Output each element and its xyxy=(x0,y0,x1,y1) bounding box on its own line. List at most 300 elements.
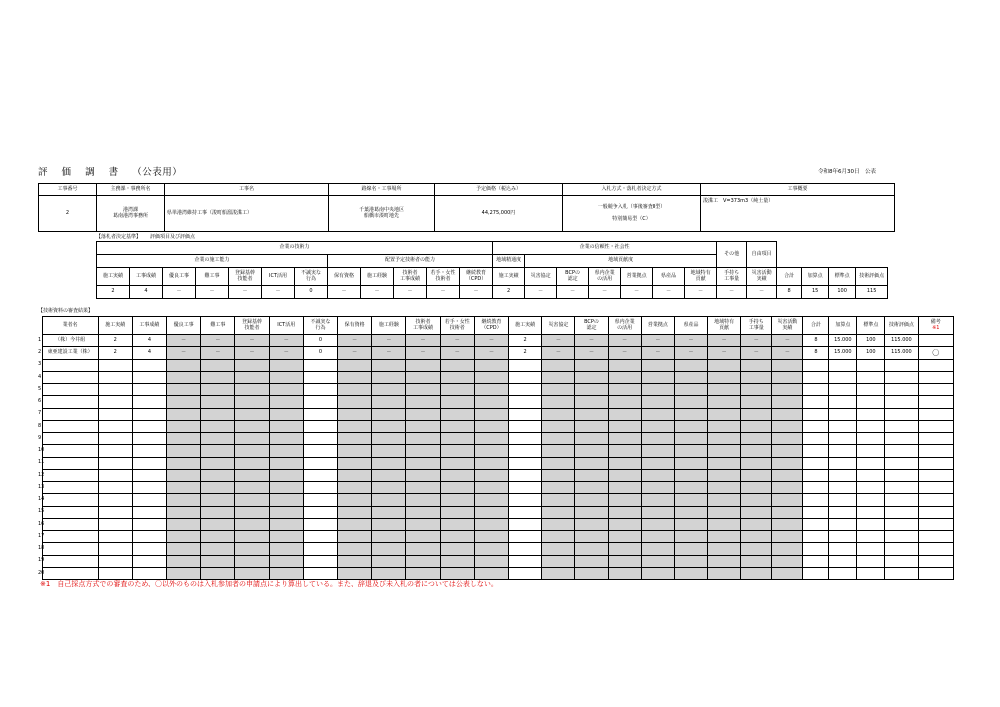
result-value xyxy=(509,359,542,371)
std-value: 15 xyxy=(802,286,829,299)
result-value xyxy=(167,506,201,518)
result-value xyxy=(772,420,803,432)
result-value: 15.000 xyxy=(829,335,857,347)
result-value xyxy=(542,567,575,579)
bidder-name xyxy=(42,371,98,383)
result-value xyxy=(772,457,803,469)
result-value xyxy=(338,482,372,494)
result-value xyxy=(772,396,803,408)
std-column-header: 施工実績 xyxy=(493,268,525,286)
remark-cell: 〇 xyxy=(918,347,954,359)
result-value xyxy=(674,408,707,420)
result-column-header: BCPの 認定 xyxy=(575,317,608,335)
result-value xyxy=(509,543,542,555)
result-column-header: 加算点 xyxy=(829,317,857,335)
result-value xyxy=(509,506,542,518)
result-value xyxy=(608,396,641,408)
result-value: － xyxy=(674,347,707,359)
result-value xyxy=(509,531,542,543)
result-value xyxy=(575,371,608,383)
result-column-header: 合計 xyxy=(803,317,829,335)
result-value xyxy=(303,543,337,555)
result-value xyxy=(167,384,201,396)
std-column-header: ICT活用 xyxy=(262,268,295,286)
result-value: － xyxy=(608,347,641,359)
result-value xyxy=(372,371,406,383)
result-value xyxy=(474,396,508,408)
result-value xyxy=(440,482,474,494)
result-value: 0 xyxy=(303,347,337,359)
sub-construction: 企業の施工能力 xyxy=(97,255,328,268)
work-summary: 浚渫工 V=373m3（純土量） xyxy=(701,196,895,232)
result-value xyxy=(641,567,674,579)
remark-cell xyxy=(918,506,954,518)
result-value xyxy=(509,408,542,420)
other-header: その他 xyxy=(717,242,747,268)
result-value xyxy=(674,482,707,494)
result-value xyxy=(641,506,674,518)
result-value xyxy=(741,396,772,408)
title-char: 調 xyxy=(85,167,96,178)
table-row xyxy=(38,347,954,359)
document-title xyxy=(38,164,182,178)
result-value xyxy=(674,469,707,481)
row-number: 10 xyxy=(38,447,45,453)
bidder-name xyxy=(42,531,98,543)
result-value: 100 xyxy=(857,347,885,359)
header-work-name: 工事名 xyxy=(165,184,329,196)
result-value xyxy=(440,384,474,396)
publication-date: 令和8年6月30日 公表 xyxy=(818,169,876,175)
row-number: 16 xyxy=(38,520,45,527)
result-value xyxy=(132,445,166,457)
result-value xyxy=(303,555,337,567)
result-value xyxy=(269,408,303,420)
result-value xyxy=(885,396,918,408)
project-info-table xyxy=(38,183,895,232)
std-column-header: 不誠実な 行為 xyxy=(295,268,328,286)
result-value: 100 xyxy=(857,335,885,347)
result-value xyxy=(338,457,372,469)
result-value xyxy=(440,408,474,420)
result-value xyxy=(201,408,235,420)
remark-cell xyxy=(918,518,954,530)
std-value: － xyxy=(747,286,777,299)
result-value xyxy=(857,408,885,420)
result-value xyxy=(338,408,372,420)
result-value xyxy=(509,567,542,579)
result-value xyxy=(708,506,741,518)
result-value xyxy=(509,457,542,469)
result-value xyxy=(641,384,674,396)
result-value xyxy=(803,420,829,432)
result-value xyxy=(269,469,303,481)
result-value xyxy=(803,482,829,494)
header-summary: 工事概要 xyxy=(701,184,895,196)
table-row xyxy=(38,543,954,555)
result-value xyxy=(338,555,372,567)
result-value: － xyxy=(474,335,508,347)
bidder-name xyxy=(42,457,98,469)
result-column-header: 技術評価点 xyxy=(885,317,918,335)
result-value xyxy=(201,384,235,396)
result-value: 115.000 xyxy=(885,335,918,347)
result-value xyxy=(542,359,575,371)
result-value xyxy=(201,543,235,555)
result-value xyxy=(167,408,201,420)
std-column-header: 災害活動 実績 xyxy=(747,268,777,286)
result-column-header: 営業拠点 xyxy=(641,317,674,335)
result-value xyxy=(474,420,508,432)
result-value xyxy=(741,445,772,457)
standards-table xyxy=(96,241,888,299)
result-value xyxy=(406,371,440,383)
result-value xyxy=(608,445,641,457)
bidder-name xyxy=(42,469,98,481)
result-value xyxy=(708,494,741,506)
result-value xyxy=(167,457,201,469)
std-column-header: 災害協定 xyxy=(525,268,557,286)
result-value xyxy=(708,518,741,530)
result-value xyxy=(440,555,474,567)
result-value xyxy=(708,420,741,432)
std-value: 8 xyxy=(777,286,802,299)
std-value: － xyxy=(589,286,621,299)
header-bid-method: 入札方式・落札者決定方式 xyxy=(563,184,701,196)
result-column-header: 不誠実な 行為 xyxy=(303,317,337,335)
result-value xyxy=(440,494,474,506)
result-value xyxy=(338,567,372,579)
result-value xyxy=(98,567,132,579)
remark-cell xyxy=(918,408,954,420)
result-value xyxy=(641,555,674,567)
result-value xyxy=(474,567,508,579)
result-value xyxy=(772,555,803,567)
remark-cell xyxy=(918,420,954,432)
std-column-header: 工事成績 xyxy=(130,268,163,286)
result-value xyxy=(885,506,918,518)
office-line2: 葛南港湾事務所 xyxy=(112,212,148,219)
result-value xyxy=(803,359,829,371)
result-value xyxy=(608,371,641,383)
result-column-header: 災害活動 実績 xyxy=(772,317,803,335)
result-value xyxy=(406,531,440,543)
std-column-header: 標準点 xyxy=(829,268,856,286)
result-value xyxy=(303,482,337,494)
bid-line1: 一般競争入札（事後審査Ⅱ型） xyxy=(597,203,666,210)
result-value xyxy=(674,445,707,457)
row-number: 7 xyxy=(38,410,42,417)
result-value xyxy=(857,531,885,543)
result-value xyxy=(201,518,235,530)
table-row xyxy=(38,335,954,347)
result-value xyxy=(440,518,474,530)
result-value xyxy=(440,396,474,408)
result-value: － xyxy=(406,347,440,359)
result-value xyxy=(167,420,201,432)
result-column-header: ICT活用 xyxy=(269,317,303,335)
result-value xyxy=(372,384,406,396)
result-value xyxy=(542,555,575,567)
result-value xyxy=(608,506,641,518)
result-value: － xyxy=(575,335,608,347)
remark-cell xyxy=(918,555,954,567)
result-value: － xyxy=(269,335,303,347)
result-column-header: 地域特有 貢献 xyxy=(708,317,741,335)
result-value xyxy=(803,371,829,383)
result-value xyxy=(608,482,641,494)
result-value xyxy=(269,371,303,383)
result-column-header: 若手・女性 技術者 xyxy=(440,317,474,335)
result-value xyxy=(338,543,372,555)
result-value xyxy=(474,555,508,567)
result-value xyxy=(708,445,741,457)
result-value xyxy=(132,543,166,555)
bidder-name xyxy=(42,420,98,432)
std-column-header: 地域特有 貢献 xyxy=(685,268,717,286)
result-value xyxy=(98,469,132,481)
result-value xyxy=(303,384,337,396)
result-value xyxy=(803,457,829,469)
result-value xyxy=(98,359,132,371)
result-value xyxy=(829,396,857,408)
std-column-header: 県産品 xyxy=(653,268,685,286)
result-value xyxy=(741,371,772,383)
result-value xyxy=(542,543,575,555)
result-value xyxy=(885,433,918,445)
std-value: 0 xyxy=(295,286,328,299)
std-value: － xyxy=(460,286,493,299)
group-trust: 企業の信頼性・社会性 xyxy=(493,242,717,255)
planned-price: 44,275,000円 xyxy=(435,196,563,232)
result-value xyxy=(575,482,608,494)
result-value xyxy=(829,543,857,555)
result-value xyxy=(829,420,857,432)
result-value xyxy=(167,371,201,383)
result-value xyxy=(167,494,201,506)
result-value xyxy=(803,396,829,408)
result-value xyxy=(542,433,575,445)
row-number: 18 xyxy=(38,545,45,551)
items-label: 評価項目及び評価点 xyxy=(150,234,196,240)
result-value xyxy=(303,506,337,518)
result-value xyxy=(608,384,641,396)
std-value: 100 xyxy=(829,286,856,299)
row-number: 11 xyxy=(38,459,45,466)
result-value xyxy=(235,567,269,579)
result-value xyxy=(674,396,707,408)
result-value xyxy=(372,543,406,555)
result-value xyxy=(641,531,674,543)
result-value xyxy=(201,506,235,518)
result-value xyxy=(372,408,406,420)
result-value xyxy=(406,420,440,432)
table-row xyxy=(38,469,954,481)
result-value xyxy=(885,469,918,481)
result-value xyxy=(708,543,741,555)
result-value xyxy=(741,518,772,530)
result-value: － xyxy=(269,347,303,359)
result-value: － xyxy=(406,335,440,347)
result-value xyxy=(708,531,741,543)
result-value: 2 xyxy=(98,335,132,347)
result-value xyxy=(372,531,406,543)
project-number: 2 xyxy=(39,196,97,232)
result-value xyxy=(98,433,132,445)
std-column-header: 施工経験 xyxy=(361,268,394,286)
result-value xyxy=(542,482,575,494)
row-number: 3 xyxy=(38,361,42,368)
table-row xyxy=(38,371,954,383)
result-value xyxy=(575,555,608,567)
row-number: 17 xyxy=(38,532,45,539)
route-line1: 千葉港葛南中央地区 xyxy=(358,206,404,213)
result-column-header: 工事成績 xyxy=(132,317,166,335)
std-value: － xyxy=(525,286,557,299)
result-value xyxy=(235,420,269,432)
result-value xyxy=(167,433,201,445)
result-value xyxy=(608,433,641,445)
result-value xyxy=(235,482,269,494)
result-value xyxy=(474,543,508,555)
result-value xyxy=(803,518,829,530)
title-char: 価 xyxy=(61,167,72,178)
result-value: － xyxy=(575,347,608,359)
result-value xyxy=(132,494,166,506)
result-value xyxy=(641,494,674,506)
result-value xyxy=(303,396,337,408)
result-value xyxy=(829,371,857,383)
result-value xyxy=(885,555,918,567)
result-column-header: 施工経験 xyxy=(372,317,406,335)
result-value xyxy=(269,445,303,457)
result-value xyxy=(406,482,440,494)
row-number: 14 xyxy=(38,496,45,502)
result-value xyxy=(235,433,269,445)
result-value xyxy=(857,384,885,396)
std-value: － xyxy=(717,286,747,299)
result-value xyxy=(857,567,885,579)
table-row xyxy=(38,567,954,579)
header-project-number: 工事番号 xyxy=(39,184,97,196)
result-column-header: 保有資格 xyxy=(338,317,372,335)
header-route: 路線名・工事場所 xyxy=(329,184,435,196)
remark-cell xyxy=(918,384,954,396)
result-value xyxy=(98,494,132,506)
result-value xyxy=(338,384,372,396)
result-value xyxy=(98,531,132,543)
result-value xyxy=(440,469,474,481)
result-value xyxy=(406,567,440,579)
result-value xyxy=(201,433,235,445)
result-value xyxy=(509,420,542,432)
result-value xyxy=(608,457,641,469)
result-value xyxy=(372,396,406,408)
result-value: － xyxy=(338,335,372,347)
bidder-name xyxy=(42,555,98,567)
table-row xyxy=(38,433,954,445)
result-value xyxy=(608,531,641,543)
result-value xyxy=(803,506,829,518)
result-value xyxy=(641,469,674,481)
result-value xyxy=(235,494,269,506)
result-value xyxy=(132,420,166,432)
title-char: 書 xyxy=(108,167,119,178)
result-value xyxy=(885,408,918,420)
result-value xyxy=(98,555,132,567)
result-column-header: 手持ち 工事量 xyxy=(741,317,772,335)
result-value xyxy=(269,531,303,543)
result-value xyxy=(303,408,337,420)
result-value xyxy=(708,408,741,420)
result-value xyxy=(235,518,269,530)
std-value: － xyxy=(653,286,685,299)
table-row xyxy=(38,384,954,396)
result-value xyxy=(542,408,575,420)
result-value xyxy=(98,420,132,432)
result-value xyxy=(575,420,608,432)
result-value xyxy=(132,359,166,371)
bidder-name xyxy=(42,408,98,420)
result-value xyxy=(708,555,741,567)
result-value xyxy=(372,469,406,481)
group-tech: 企業の技術力 xyxy=(97,242,493,255)
result-value xyxy=(575,433,608,445)
table-row xyxy=(38,445,954,457)
std-column-header: 手持ち 工事量 xyxy=(717,268,747,286)
result-value xyxy=(509,518,542,530)
result-column-header: 施工実績 xyxy=(509,317,542,335)
result-column-header: 登録基幹 技能者 xyxy=(235,317,269,335)
result-value xyxy=(509,384,542,396)
result-value xyxy=(708,396,741,408)
result-value xyxy=(269,420,303,432)
result-value xyxy=(741,506,772,518)
result-value xyxy=(303,371,337,383)
result-value: － xyxy=(440,335,474,347)
result-value xyxy=(474,506,508,518)
result-value xyxy=(235,384,269,396)
results-label: 【技術資料の審査結果】 xyxy=(38,308,94,314)
result-value xyxy=(167,396,201,408)
result-value xyxy=(440,567,474,579)
result-value xyxy=(772,445,803,457)
result-value xyxy=(338,433,372,445)
result-value xyxy=(575,359,608,371)
result-value: 2 xyxy=(509,347,542,359)
table-row xyxy=(38,518,954,530)
result-value xyxy=(674,371,707,383)
result-value xyxy=(98,506,132,518)
std-value: 2 xyxy=(493,286,525,299)
result-value xyxy=(857,482,885,494)
result-value xyxy=(575,457,608,469)
result-value xyxy=(674,420,707,432)
result-value xyxy=(575,518,608,530)
result-value: 4 xyxy=(132,335,166,347)
result-value xyxy=(338,359,372,371)
std-value: － xyxy=(262,286,295,299)
result-value xyxy=(167,543,201,555)
result-value xyxy=(235,371,269,383)
result-value xyxy=(474,371,508,383)
result-value xyxy=(608,555,641,567)
route-cell xyxy=(329,196,435,232)
remark-cell xyxy=(918,469,954,481)
std-value: 2 xyxy=(97,286,130,299)
std-column-header: 加算点 xyxy=(802,268,829,286)
std-column-header: 保有資格 xyxy=(328,268,361,286)
